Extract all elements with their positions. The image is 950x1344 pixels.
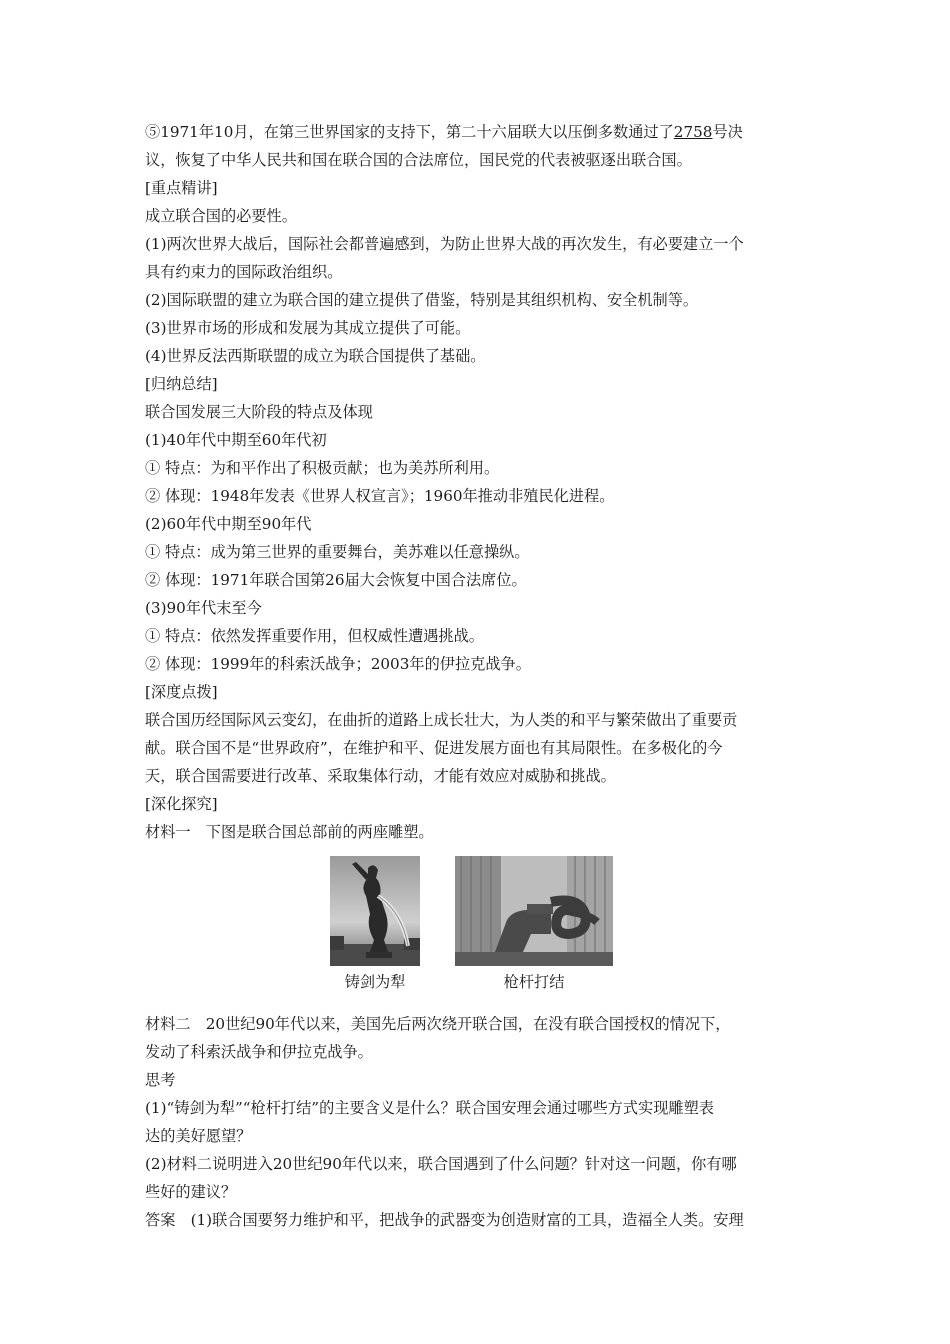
knotted-gun-sculpture-photo (455, 856, 613, 966)
list-item: 具有约束力的国际政治组织。 (145, 263, 343, 281)
list-item: (1)40年代中期至60年代初 (145, 431, 327, 449)
question-line: 些好的建议？ (145, 1183, 237, 1201)
paragraph-resolution-2758 (145, 118, 810, 146)
list-item: ① 特点：为和平作出了积极贡献；也为美苏所利用。 (145, 459, 500, 477)
paragraph-line: 天，联合国需要进行改革、采取集体行动，才能有效应对威胁和挑战。 (145, 767, 616, 785)
section-heading-guina: [归纳总结] (145, 375, 218, 393)
list-item: ① 特点：成为第三世界的重要舞台，美苏难以任意操纵。 (145, 543, 530, 561)
list-item: (3)90年代末至今 (145, 599, 262, 617)
question-line: (1)“铸剑为犁”“枪杆打结”的主要含义是什么？联合国安理会通过哪些方式实现雕塑表 (145, 1099, 714, 1117)
paragraph-line: 联合国历经国际风云变幻，在曲折的道路上成长壮大，为人类的和平与繁荣做出了重要贡 (145, 711, 738, 729)
figure-knotted-gun (455, 856, 613, 996)
paragraph-resolution-cont: 议，恢复了中华人民共和国在联合国的合法席位，国民党的代表被驱逐出联合国。 (145, 151, 692, 169)
list-item: (3)世界市场的形成和发展为其成立提供了可能。 (145, 319, 471, 337)
figure-sword-to-plowshare (330, 856, 420, 996)
list-item: (1)两次世界大战后，国际社会都普遍感到，为防止世界大战的再次发生，有必要建立一个 (145, 235, 744, 253)
guina-title: 联合国发展三大阶段的特点及体现 (145, 403, 373, 421)
question-line: 达的美好愿望？ (145, 1127, 252, 1145)
section-heading-zhongdian: [重点精讲] (145, 179, 218, 197)
figure-caption: 铸剑为犁 (344, 973, 406, 991)
material-one: 材料一 下图是联合国总部前的两座雕塑。 (145, 823, 434, 841)
list-item: ② 体现：1971年联合国第26届大会恢复中国合法席位。 (145, 571, 527, 589)
sculpture-figures (145, 850, 810, 1010)
material-two: 材料二 20世纪90年代以来，美国先后两次绕开联合国，在没有联合国授权的情况下， (145, 1015, 731, 1033)
answer-line: 答案 (1)联合国要努力维护和平，把战争的武器变为创造财富的工具，造福全人类。安理 (145, 1211, 744, 1229)
resolution-number: 2758 (673, 123, 713, 141)
list-item: (2)60年代中期至90年代 (145, 515, 312, 533)
list-item: ① 特点：依然发挥重要作用，但权威性遭遇挑战。 (145, 627, 484, 645)
zhongdian-title: 成立联合国的必要性。 (145, 207, 297, 225)
text: 号决 (712, 123, 743, 141)
section-heading-shenhua: [深化探究] (145, 795, 218, 813)
list-item: ② 体现：1948年发表《世界人权宣言》；1960年推动非殖民化进程。 (145, 487, 615, 505)
question-line: (2)材料二说明进入20世纪90年代以来，联合国遇到了什么问题？针对这一问题，你有哪 (145, 1155, 737, 1173)
paragraph-line: 献。联合国不是“世界政府”，在维护和平、促进发展方面也有其局限性。在多极化的今 (145, 739, 723, 757)
list-item: ② 体现：1999年的科索沃战争；2003年的伊拉克战争。 (145, 655, 531, 673)
think-heading: 思考 (145, 1071, 176, 1089)
list-item: (2)国际联盟的建立为联合国的建立提供了借鉴，特别是其组织机构、安全机制等。 (145, 291, 699, 309)
text: ⑤1971年10月，在第三世界国家的支持下，第二十六届联大以压倒多数通过了 (145, 123, 674, 141)
sword-sculpture-photo (330, 856, 420, 966)
figure-caption: 枪杆打结 (503, 973, 565, 991)
section-heading-shendu: [深度点拨] (145, 683, 218, 701)
list-item: (4)世界反法西斯联盟的成立为联合国提供了基础。 (145, 347, 486, 365)
document-page (145, 118, 810, 1234)
material-two-cont: 发动了科索沃战争和伊拉克战争。 (145, 1043, 373, 1061)
